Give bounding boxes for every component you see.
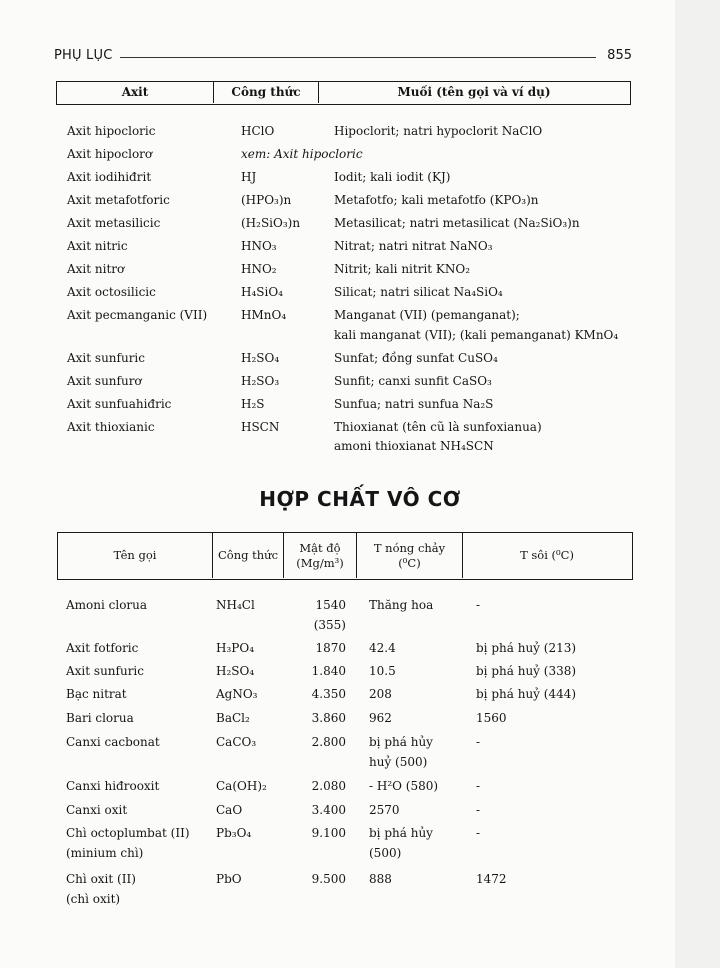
acid-salt: Sunfit; canxi sunfit CaSO₃ xyxy=(334,374,492,388)
compound-melting-continued: huỷ (500) xyxy=(369,755,428,769)
compound-melting: Thăng hoa xyxy=(369,598,434,612)
acid-salt: Silicat; natri silicat Na₄SiO₄ xyxy=(334,285,503,299)
compound-boiling: - xyxy=(476,826,481,840)
compound-name: Canxi hiđrooxit xyxy=(66,779,160,793)
compound-density: 9.500 xyxy=(311,872,346,886)
acid-formula: HNO₃ xyxy=(241,239,277,253)
compound-density: 2.080 xyxy=(311,779,346,793)
acid-name: Axit sunfuahiđric xyxy=(67,397,172,411)
acid-salt: Sunfua; natri sunfua Na₂S xyxy=(334,397,494,411)
acid-salt: Hipoclorit; natri hypoclorit NaClO xyxy=(334,124,543,138)
acid-name: Axit sunfurơ xyxy=(67,374,142,388)
compound-table-header xyxy=(57,532,633,580)
page-number: 855 xyxy=(607,48,632,63)
page-edge-shade xyxy=(675,0,720,968)
acid-salt: Manganat (VII) (pemanganat); xyxy=(334,308,520,322)
compound-formula: BaCl₂ xyxy=(216,711,250,725)
compound-density: 1870 xyxy=(315,641,346,655)
acid-formula: HMnO₄ xyxy=(241,308,287,322)
compound-boiling: - xyxy=(476,803,481,817)
compound-melting: 888 xyxy=(369,872,392,886)
compound-melting: bị phá hủy xyxy=(369,735,433,749)
density-col-header-line1: Mật độ xyxy=(299,540,341,555)
acid-name: Axit thioxianic xyxy=(67,420,155,434)
acid-salt: Nitrit; kali nitrit KNO₂ xyxy=(334,262,471,276)
melting-col-header xyxy=(357,533,462,578)
acid-salt: Metafotfo; kali metafotfo (KPO₃)n xyxy=(334,193,539,207)
compound-name: Amoni clorua xyxy=(66,598,148,612)
compound-density: 1540 xyxy=(315,598,346,612)
compound-boiling: bị phá huỷ (338) xyxy=(476,664,577,678)
acid-name: Axit metafotforic xyxy=(67,193,170,207)
acid-formula: (H₂SiO₃)n xyxy=(241,216,301,230)
compound-name: Chì oxit (II) xyxy=(66,872,136,886)
acid-salt: Metasilicat; natri metasilicat (Na₂SiO₃)n xyxy=(334,216,580,230)
compound-melting: 42.4 xyxy=(369,641,396,655)
acid-name: Axit nitrơ xyxy=(67,262,125,276)
compound-boiling: 1560 xyxy=(476,711,507,725)
acid-salt-continued: amoni thioxianat NH₄SCN xyxy=(334,439,494,453)
formula-col-header: Công thức xyxy=(217,548,279,562)
compound-boiling: - xyxy=(476,598,481,612)
compound-melting: - H²O (580) xyxy=(369,779,439,793)
compound-name: Bari clorua xyxy=(66,711,134,725)
compound-density: 3.400 xyxy=(311,803,346,817)
compound-melting: 10.5 xyxy=(369,664,396,678)
running-header-rule xyxy=(120,57,596,58)
density-col-header xyxy=(284,533,356,578)
acid-col-header: Axit xyxy=(121,85,149,99)
compound-melting-continued: (500) xyxy=(369,846,402,860)
compound-name: Axit sunfuric xyxy=(66,664,144,678)
compound-name: Canxi oxit xyxy=(66,803,128,817)
compound-formula: Ca(OH)₂ xyxy=(216,779,267,793)
acid-formula: HJ xyxy=(241,170,257,184)
acid-formula: H₂SO₃ xyxy=(241,374,280,388)
compound-name: Chì octoplumbat (II) xyxy=(66,826,190,840)
compound-density: 2.800 xyxy=(311,735,346,749)
density-col-header-line2: (Mg/m³) xyxy=(296,555,344,570)
name-col-header: Tên gọi xyxy=(113,548,157,562)
acid-salt: Nitrat; natri nitrat NaNO₃ xyxy=(334,239,493,253)
acid-formula: H₂SO₄ xyxy=(241,351,280,365)
compound-density: 4.350 xyxy=(311,687,346,701)
melting-col-header-line2: (⁰C) xyxy=(398,555,421,570)
compound-name-continued: (chì oxit) xyxy=(66,892,121,906)
acid-salt: Sunfat; đồng sunfat CuSO₄ xyxy=(334,351,498,365)
acid-name: Axit hipocloric xyxy=(67,124,156,138)
acid-formula: HSCN xyxy=(241,420,280,434)
compound-density: 9.100 xyxy=(311,826,346,840)
acid-formula: H₄SiO₄ xyxy=(241,285,283,299)
compound-boiling: bị phá huỷ (444) xyxy=(476,687,577,701)
acid-name: Axit sunfuric xyxy=(67,351,145,365)
acid-name: Axit pecmanganic (VII) xyxy=(67,308,208,322)
acid-name: Axit nitric xyxy=(67,239,128,253)
acid-name: Axit hipoclorơ xyxy=(67,147,153,161)
compound-formula: AgNO₃ xyxy=(216,687,258,701)
compound-melting: 2570 xyxy=(369,803,400,817)
acid-salt: xem: Axit hipocloric xyxy=(241,147,363,161)
compound-boiling: - xyxy=(476,735,481,749)
compound-name: Canxi cacbonat xyxy=(66,735,160,749)
acid-name: Axit metasilicic xyxy=(67,216,161,230)
boiling-col-header: T sôi (⁰C) xyxy=(520,548,574,562)
acid-formula: H₂S xyxy=(241,397,265,411)
compound-melting: 962 xyxy=(369,711,392,725)
compound-name: Axit fotforic xyxy=(66,641,139,655)
compound-formula: Pb₃O₄ xyxy=(216,826,252,840)
compound-formula: H₃PO₄ xyxy=(216,641,254,655)
compound-name-continued: (minium chì) xyxy=(66,846,144,860)
section-title: HỢP CHẤT VÔ CƠ xyxy=(259,487,461,511)
melting-col-header-line1: T nóng chảy xyxy=(373,540,446,555)
compound-density: 1.840 xyxy=(311,664,346,678)
compound-formula: CaCO₃ xyxy=(216,735,257,749)
acid-salt: Iodit; kali iodit (KJ) xyxy=(334,170,451,184)
compound-name: Bạc nitrat xyxy=(66,687,127,701)
compound-boiling: bị phá huỷ (213) xyxy=(476,641,577,655)
compound-melting: 208 xyxy=(369,687,392,701)
acid-formula: (HPO₃)n xyxy=(241,193,292,207)
compound-formula: CaO xyxy=(216,803,243,817)
acid-formula: HClO xyxy=(241,124,275,138)
compound-formula: PbO xyxy=(216,872,242,886)
running-header-title: PHỤ LỤC xyxy=(54,48,113,63)
acid-formula: HNO₂ xyxy=(241,262,277,276)
salt-col-header: Muối (tên gọi và ví dụ) xyxy=(397,85,551,99)
acid-salt: Thioxianat (tên cũ là sunfoxianua) xyxy=(334,420,542,434)
acid-name: Axit octosilicic xyxy=(67,285,156,299)
formula-col-header: Công thức xyxy=(231,85,301,99)
acid-name: Axit iodihiđrit xyxy=(67,170,152,184)
compound-boiling: 1472 xyxy=(476,872,507,886)
compound-boiling: - xyxy=(476,779,481,793)
compound-density-continued: (355) xyxy=(313,618,346,632)
compound-formula: H₂SO₄ xyxy=(216,664,255,678)
compound-melting: bị phá hủy xyxy=(369,826,433,840)
compound-formula: NH₄Cl xyxy=(216,598,255,612)
acid-salt-continued: kali manganat (VII); (kali pemanganat) KMnO₄ xyxy=(334,328,619,342)
compound-density: 3.860 xyxy=(311,711,346,725)
acid-table-header xyxy=(56,81,631,105)
running-header xyxy=(54,48,632,66)
